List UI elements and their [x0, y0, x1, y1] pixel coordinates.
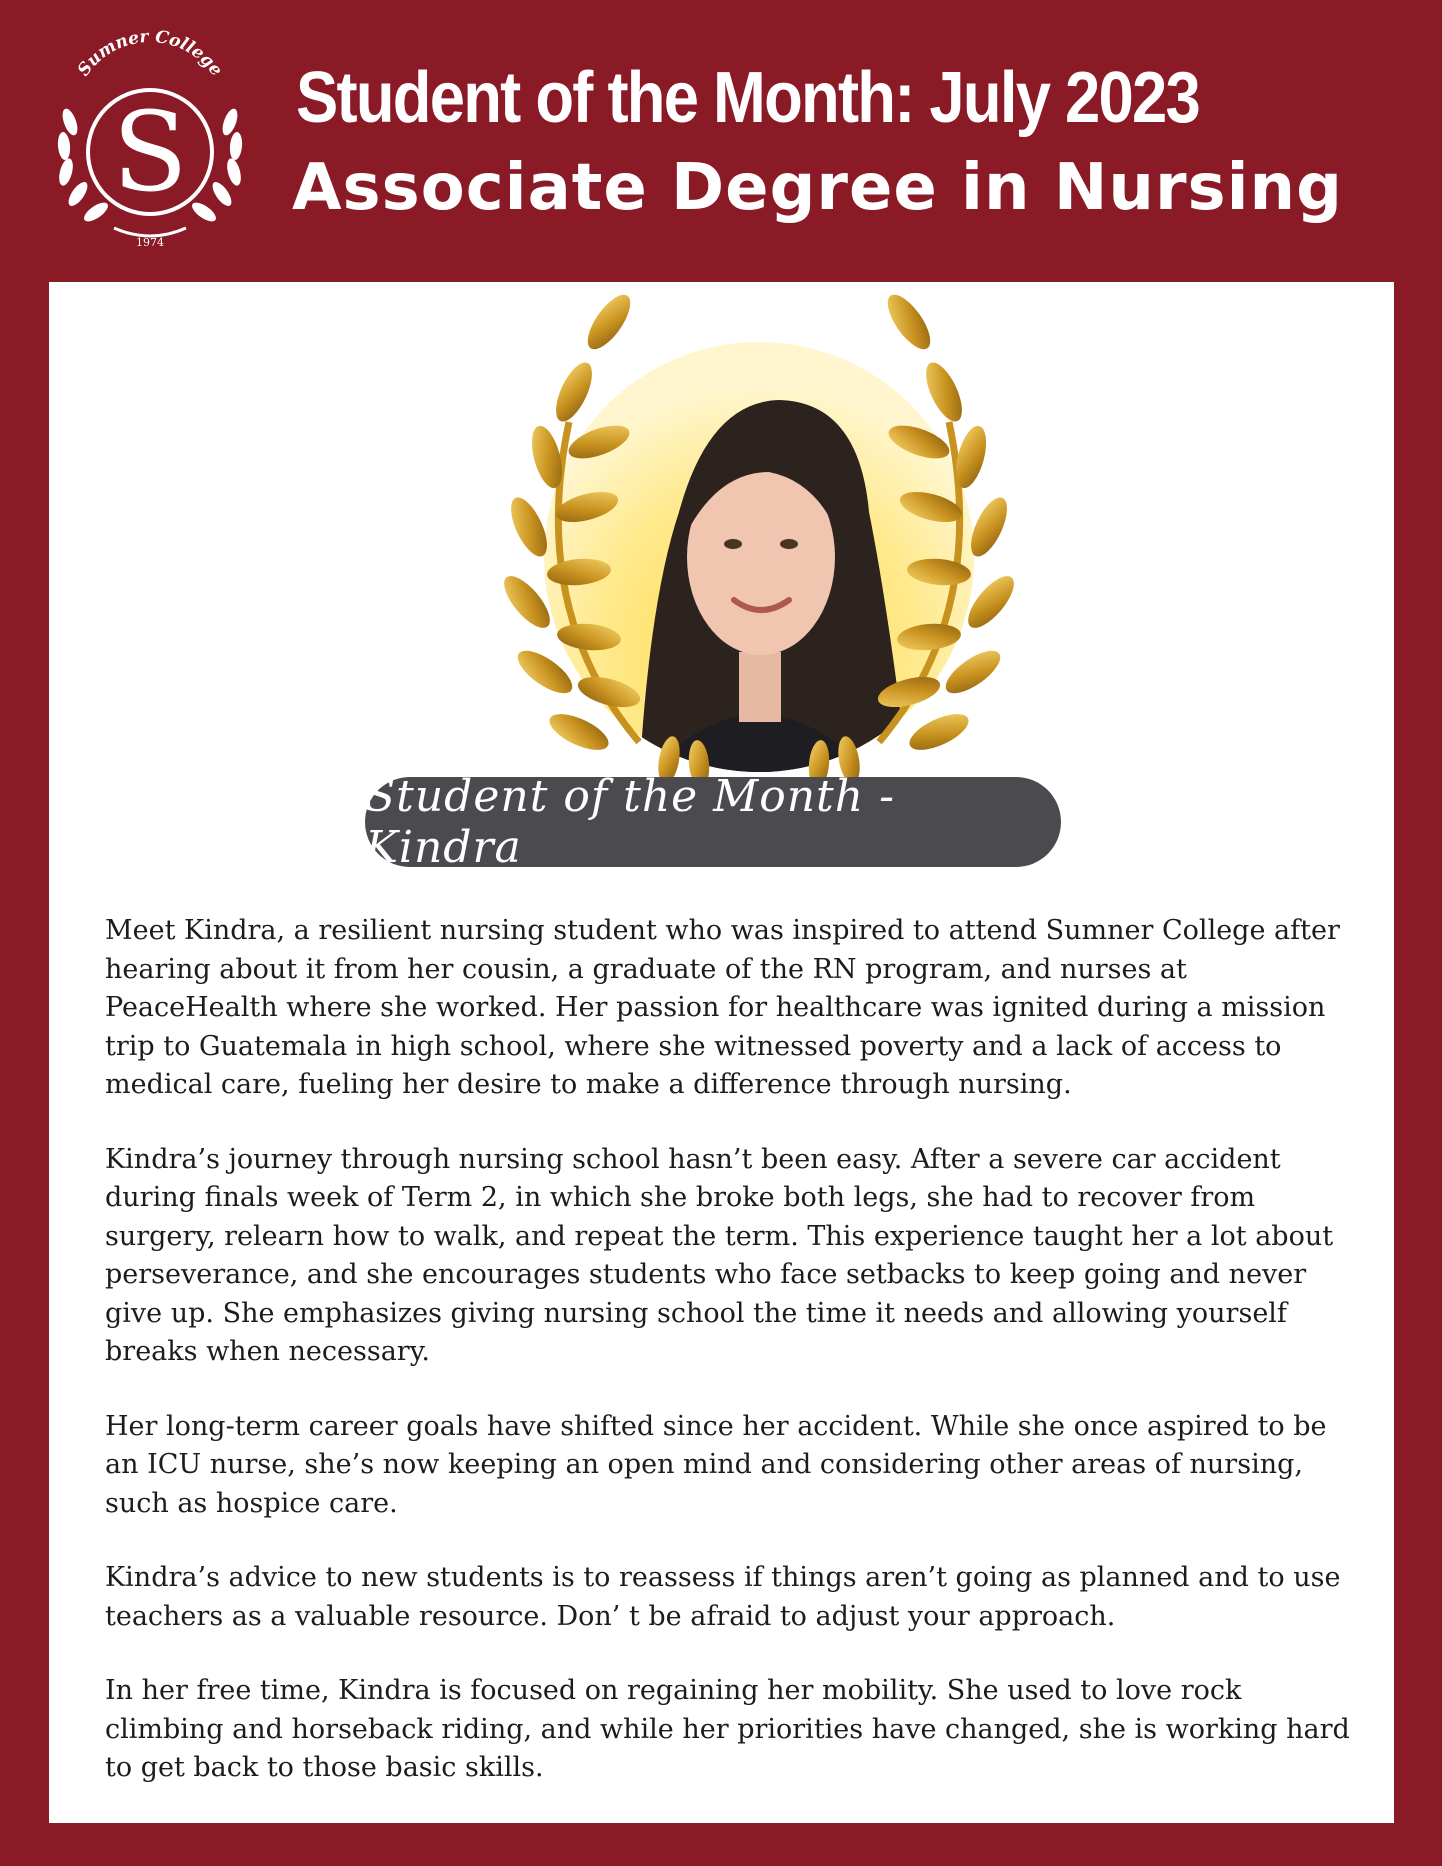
banner-label: Student of the Month - Kindra	[365, 771, 895, 873]
logo-year: 1974	[136, 236, 164, 249]
page-title: Student of the Month: July 2023	[296, 58, 1199, 138]
student-emblem	[449, 282, 1069, 802]
article-paragraph: Her long-term career goals have shifted since her accident. While she once aspired to be an ICU nurse, she’s now keeping an open mind and considering other areas of nursing, such as hospice care.	[105, 1410, 1327, 1519]
article-paragraph: Meet Kindra, a resilient nursing student who was inspired to attend Sumner College after hearing about it from her cousin, a graduate of the RN program, and nurses at PeaceHealth where she worked. Her passion for healthcare was ignited during a mission trip to Guatemala in high school, where she witnessed poverty and a lack of access to medical care, fueling her desire to make a difference through nursing.	[105, 915, 1340, 1100]
article-body	[105, 912, 1355, 1824]
article-paragraph: Kindra’s advice to new students is to reassess if things aren’t going as planned and to use teachers as a valuable resource. Don’ t be afraid to adjust your approach.	[105, 1562, 1341, 1632]
article-paragraph: In her free time, Kindra is focused on regaining her mobility. She used to love rock climbing and horseback riding, and while her priorities have changed, she is working hard to get back to those basic skills.	[105, 1675, 1350, 1783]
page-subtitle: Associate Degree in Nursing	[292, 151, 1343, 225]
svg-text:Sumner College	[74, 27, 227, 80]
sumner-college-logo	[44, 22, 256, 252]
logo-wordmark: Sumner College	[73, 26, 227, 81]
content-card	[49, 282, 1394, 1823]
student-of-month-banner	[365, 771, 1061, 873]
article-paragraph: Kindra’s journey through nursing school hasn’t been easy. After a severe car accident during finals week of Term 2, in which she broke both legs, she had to recover from surgery, relearn how to walk, and repeat the term. This experience taught her a lot about perseverance, and she encourages students who face setbacks to keep going and never give up. She emphasizes giving nursing school the time it needs and allowing yourself breaks when necessary.	[105, 1143, 1334, 1367]
logo-monogram: S	[112, 88, 188, 216]
